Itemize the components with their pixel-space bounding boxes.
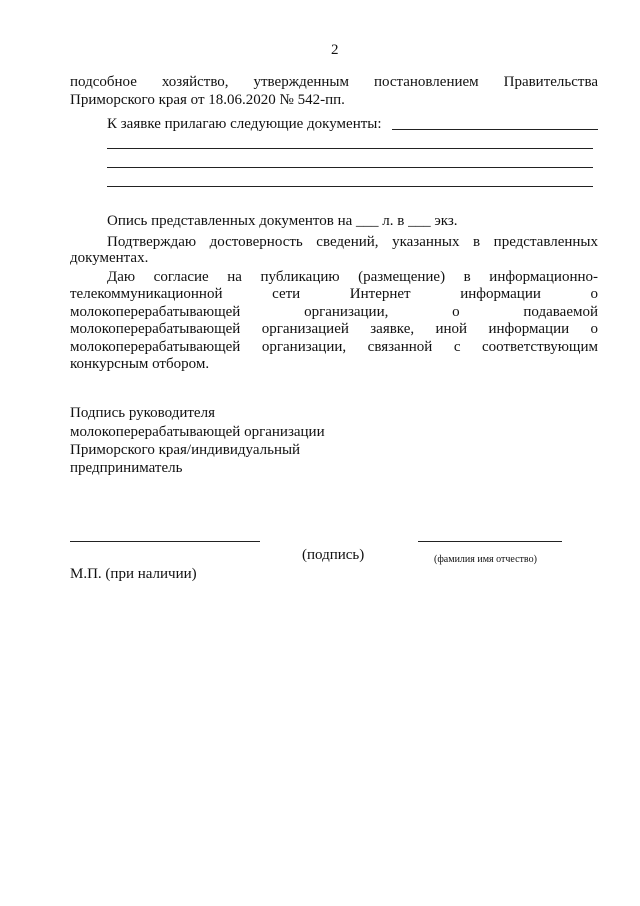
inventory-line: Опись представленных документов на ___ л. в ___ экз. [107, 213, 458, 229]
signature-label: (подпись) [302, 547, 365, 563]
attachments-blank-line-1 [392, 129, 598, 130]
page-number: 2 [331, 42, 339, 58]
consent-line-3: молокоперерабатывающей организации, о подаваемой [70, 304, 598, 320]
consent-line-2: телекоммуникационной сети Интернет информации о [70, 286, 598, 302]
consent-line-6: конкурсным отбором. [70, 356, 210, 372]
signature-title-line-4: предприниматель [70, 460, 183, 476]
attachments-label: К заявке прилагаю следующие документы: [107, 116, 382, 132]
signature-title-line-1: Подпись руководителя [70, 405, 215, 421]
name-label: (фамилия имя отчество) [434, 554, 537, 565]
attachments-blank-line-2 [107, 148, 593, 149]
signature-title-line-3: Приморского края/индивидуальный [70, 442, 301, 458]
attachments-blank-line-3 [107, 167, 593, 168]
confirm-line-2: документах. [70, 250, 149, 266]
stamp-label: М.П. (при наличии) [70, 566, 197, 582]
consent-line-1: Даю согласие на публикацию (размещение) в информационно- [107, 269, 598, 285]
consent-line-5: молокоперерабатывающей организации, связанной с соответствующим [70, 339, 598, 355]
consent-line-4: молокоперерабатывающей организацией заявке, иной информации о [70, 321, 598, 337]
signature-underline [70, 541, 260, 542]
attachments-blank-line-4 [107, 186, 593, 187]
intro-line-2: Приморского края от 18.06.2020 № 542-пп. [70, 92, 345, 108]
name-underline [418, 541, 562, 542]
intro-line-1: подсобное хозяйство, утвержденным постановлением Правительства [70, 74, 598, 90]
signature-title-line-2: молокоперерабатывающей организации [70, 424, 325, 440]
confirm-line-1: Подтверждаю достоверность сведений, указанных в представленных [107, 234, 598, 250]
